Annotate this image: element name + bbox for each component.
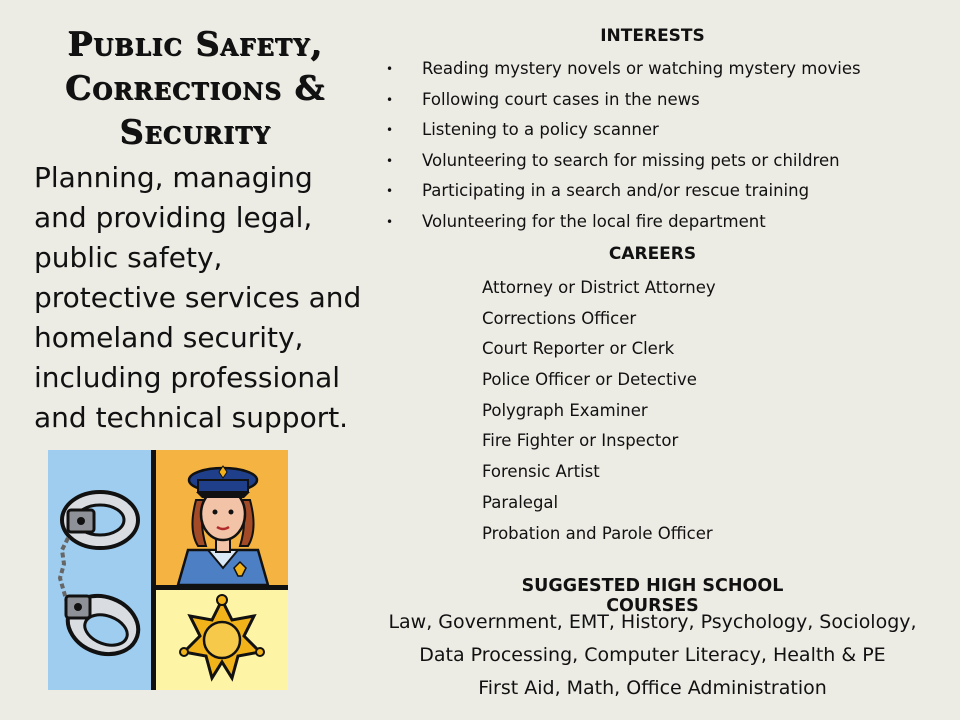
interests-heading: INTERESTS: [600, 26, 705, 46]
list-item: Probation and Parole Officer: [482, 523, 713, 543]
list-item: • Reading mystery novels or watching mystery movies: [386, 59, 861, 78]
bullet-icon: •: [386, 92, 394, 107]
bullet-icon: •: [386, 153, 394, 168]
courses-line: First Aid, Math, Office Administration: [478, 677, 827, 699]
title-line: Security: [119, 112, 271, 151]
bullet-icon: •: [386, 62, 394, 76]
list-item: Police Officer or Detective: [482, 370, 697, 390]
list-item: Fire Fighter or Inspector: [482, 431, 679, 451]
page-title: [30, 22, 360, 154]
list-item: Polygraph Examiner: [482, 400, 648, 420]
careers-heading: CAREERS: [608, 244, 697, 264]
courses-line: Data Processing, Computer Literacy, Health & PE: [419, 644, 886, 666]
list-item: Attorney or District Attorney: [482, 278, 716, 297]
list-item: Court Reporter or Clerk: [482, 339, 675, 359]
bullet-icon: •: [386, 184, 394, 199]
bullet-icon: •: [386, 123, 394, 138]
list-item: Paralegal: [482, 492, 559, 512]
bullet-icon: •: [386, 214, 394, 229]
courses-list: [380, 606, 925, 705]
interests-list: [386, 58, 946, 242]
title-line: Corrections &: [64, 68, 326, 107]
cluster-description: Planning, managing and providing legal, public safety, protective services and homeland security, including professional and technical support.: [34, 161, 362, 434]
courses-line: Law, Government, EMT, History, Psychology, Sociology,: [388, 611, 917, 633]
careers-list: [482, 277, 716, 553]
title-line: Public Safety,: [67, 24, 323, 63]
list-item: Forensic Artist: [482, 462, 600, 482]
list-item: • Listening to a policy scanner: [386, 120, 659, 140]
list-item: • Following court cases in the news: [386, 89, 700, 109]
public-safety-clipart: [48, 450, 288, 690]
courses-heading: SUGGESTED HIGH SCHOOL COURSES: [521, 576, 784, 616]
list-item: Corrections Officer: [482, 308, 637, 328]
list-item: • Volunteering for the local fire department: [386, 211, 766, 231]
police-officer-icon: [178, 466, 268, 585]
list-item: • Volunteering to search for missing pets or children: [386, 150, 840, 170]
list-item: • Participating in a search and/or rescue training: [386, 181, 810, 201]
